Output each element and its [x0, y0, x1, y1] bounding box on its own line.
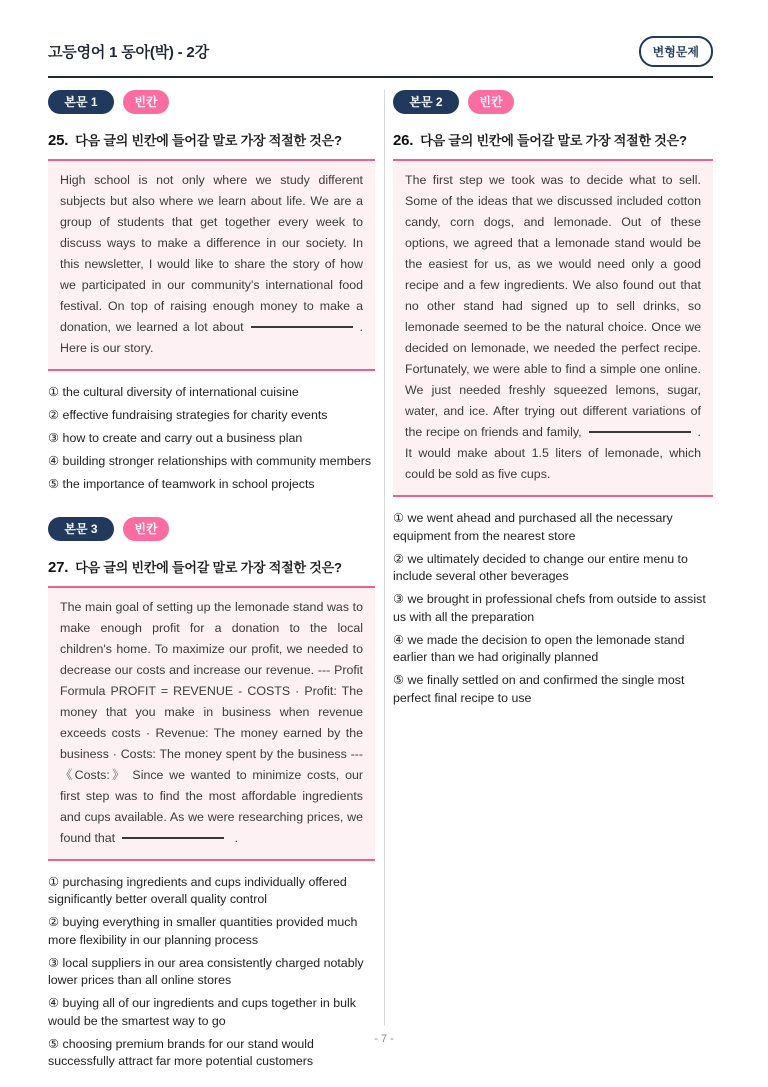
right-column	[393, 90, 713, 713]
question-prompt-text: 다음 글의 빈칸에 들어갈 말로 가장 적절한 것은?	[75, 559, 342, 575]
passage-after-blank: . It would make about 1.5 liters of lemonade, which could be sold as five cups.	[405, 425, 701, 481]
question-number: 26.	[393, 132, 414, 149]
option-4: ④ building stronger relationships with community members	[48, 454, 372, 468]
passage-before-blank: High school is not only where we study different subjects but also where we learn about life. We are a group of students that get together every week to discuss ways to make a difference in our society. In this newsletter, I would like to share the story of how we participated in our community's international food festival. On top of raising enough money to make a donation, we learned a lot about	[60, 173, 363, 334]
question-prompt-text: 다음 글의 빈칸에 들어갈 말로 가장 적절한 것은?	[420, 133, 687, 148]
option-2: ② effective fundraising strategies for charity events	[48, 408, 328, 422]
answer-blank	[589, 430, 691, 433]
passage-box	[48, 586, 375, 861]
passage-text	[405, 170, 701, 485]
option-4: ④ buying all of our ingredients and cups together in bulk would be the smartest way to go	[48, 996, 356, 1028]
variant-problem-badge: 변형문제	[639, 36, 713, 67]
type-badge: 빈칸	[468, 90, 514, 114]
passage-text	[60, 170, 363, 359]
option-5: ⑤ choosing premium brands for our stand would successfully attract far more potential customers	[48, 1036, 314, 1068]
passage-box	[48, 159, 375, 371]
question-prompt	[393, 130, 713, 149]
passage-before-blank: The main goal of setting up the lemonade stand was to make enough profit for a donation to the local children's home. To maximize our profit, we needed to decrease our costs and increase our revenue. --- Profit Formula PROFIT = REVENUE - COSTS · Profit: The money that you make in business when revenue exceeds costs · Revenue: The money earned by the business · Costs: The money spent by the business --- 《Costs:》 Since we wanted to minimize costs, our first step was to find the most affordable ingredients and cups available. As we were researching prices, we found that	[60, 599, 363, 845]
question-prompt-text: 다음 글의 빈칸에 들어갈 말로 가장 적절한 것은?	[75, 133, 342, 148]
question-number: 27.	[48, 558, 69, 576]
option-1: ① purchasing ingredients and cups individually offered significantly better overall quality control	[48, 874, 347, 906]
option-3: ③ how to create and carry out a business plan	[48, 431, 303, 445]
source-badge: 본문 3	[48, 517, 114, 541]
passage-before-blank: The first step we took was to decide what to sell. Some of the ideas that we discussed included cotton candy, corn dogs, and lemonade. Out of these options, we agreed that a lemonade stand would be the easiest for us, as we would need only a good recipe and a few ingredients. We also found out that no other stand had signed up to sell drinks, so lemonade seemed to be the natural choice. Once we decided on lemonade, we needed the perfect recipe. Fortunately, we were able to find a simple one online. We just needed freshly squeezed lemons, sugar, water, and ice. After trying out different variations of the recipe on friends and family,	[405, 173, 701, 439]
answer-options	[393, 510, 713, 707]
document-title: 고등영어 1 동아(박) - 2강	[48, 44, 209, 61]
option-5: ⑤ we finally settled on and confirmed the single most perfect final recipe to use	[393, 673, 685, 705]
badge-row	[393, 90, 713, 114]
option-1: ① the cultural diversity of international cuisine	[48, 385, 299, 399]
option-3: ③ local suppliers in our area consistently charged notably lower prices than all online stores	[48, 955, 364, 987]
question-25	[48, 90, 375, 494]
passage-after-blank: .	[231, 830, 239, 845]
question-27	[48, 517, 375, 1071]
source-badge: 본문 2	[393, 90, 459, 114]
passage-text	[60, 597, 363, 849]
passage-after-blank: . Here is our story.	[60, 320, 363, 355]
option-5: ⑤ the importance of teamwork in school projects	[48, 477, 315, 491]
type-badge: 빈칸	[123, 90, 169, 114]
left-column	[48, 90, 375, 1076]
answer-options	[48, 384, 375, 494]
badge-row	[48, 90, 375, 114]
two-column-layout	[0, 78, 768, 1076]
question-prompt	[48, 557, 375, 576]
question-number: 25.	[48, 132, 69, 149]
page-number: - 7 -	[374, 1033, 394, 1045]
option-2: ② we ultimately decided to change our entire menu to include several other beverages	[393, 551, 688, 583]
answer-blank	[122, 836, 224, 839]
option-3: ③ we brought in professional chefs from outside to assist us with all the preparation	[393, 592, 706, 624]
type-badge: 빈칸	[123, 517, 169, 541]
passage-box	[393, 159, 713, 497]
page-header	[0, 0, 768, 67]
answer-blank	[251, 325, 353, 328]
option-4: ④ we made the decision to open the lemonade stand earlier than we had originally planned	[393, 632, 685, 664]
option-1: ① we went ahead and purchased all the necessary equipment from the nearest store	[393, 511, 673, 543]
option-2: ② buying everything in smaller quantities provided much more flexibility in our planning process	[48, 915, 358, 947]
question-prompt	[48, 130, 375, 149]
column-divider	[384, 90, 385, 1026]
question-26	[393, 90, 713, 707]
source-badge: 본문 1	[48, 90, 114, 114]
badge-row	[48, 517, 375, 541]
